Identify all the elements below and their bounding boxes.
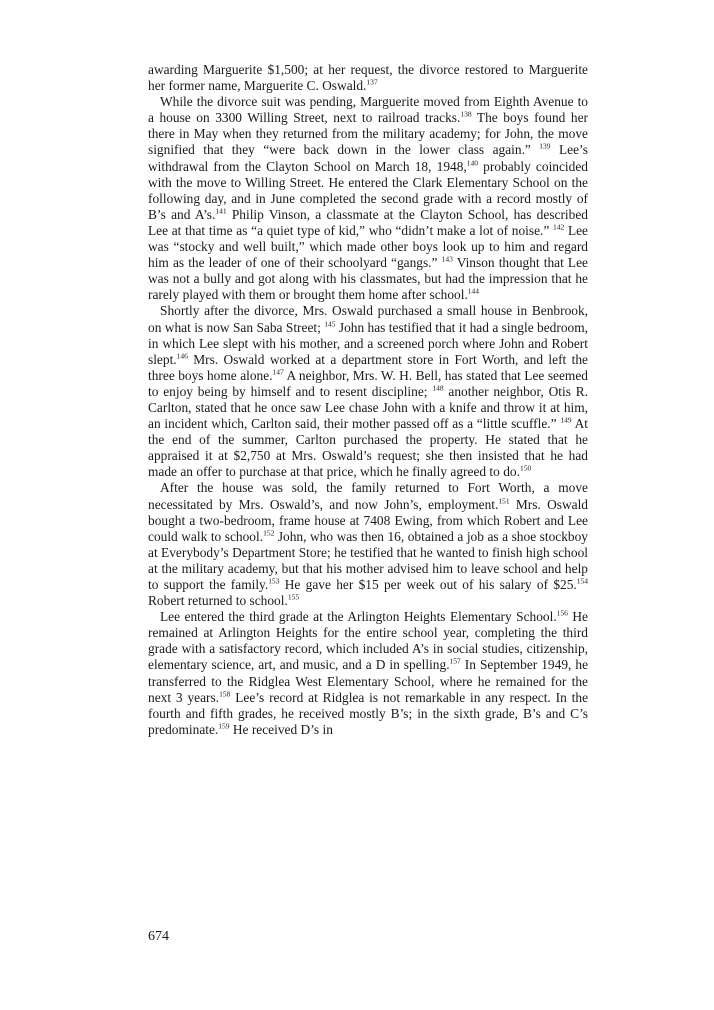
paragraph (148, 62, 588, 94)
text-run: probably coincided with the move to Willing Street. He entered the Clark Elementary School on the following day, and in June completed the second grade with a record mostly of B’s and A’s. (148, 158, 588, 222)
text-run: In September 1949, he transferred to the Ridglea West Elementary School, where he remained for the next 3 years. (148, 657, 589, 705)
footnote-ref: 137 (366, 77, 378, 87)
text-run: Lee was “stocky and well built,” which made other boys look up to him and regard him as the leader of one of their schoolyard “gangs.” (148, 222, 589, 271)
text-run: He received D’s in (229, 721, 333, 737)
footnote-ref: 138 (460, 109, 472, 119)
footnote-ref: 146 (176, 351, 188, 361)
paragraph (148, 609, 588, 738)
footnote-ref: 145 (324, 319, 336, 329)
text-run: John, who was then 16, obtained a job as a shoe stockboy at Everybody’s Department Store; he testified that he wanted to finish high school at the military academy, but that his mother advised him to leave school and help to support the family. (148, 528, 589, 592)
text-run: another neighbor, Otis R. Carlton, stated that he once saw Lee chase John with a knife and throw it at him, an incident which, Carlton said, their mother passed off as a “little scuffle.” (148, 383, 589, 432)
text-run: Lee entered the third grade at the Arlington Heights Elementary School. (160, 609, 557, 625)
footnote-ref: 158 (219, 689, 231, 699)
footnote-ref: 151 (498, 496, 510, 506)
text-run: After the house was sold, the family returned to Fort Worth, a move necessitated by Mrs. Oswald’s, and now John’s, employment. (148, 480, 588, 512)
text-run: Lee’s withdrawal from the Clayton School on March 18, 1948, (148, 142, 588, 174)
footnote-ref: 139 (539, 142, 551, 151)
footnote-ref: 148 (432, 383, 444, 393)
footnote-ref: 153 (268, 576, 280, 586)
footnote-ref: 142 (553, 222, 565, 232)
footnote-ref: 147 (272, 367, 284, 377)
footnote-ref: 157 (449, 657, 461, 666)
text-run: He remained at Arlington Heights for the entire school year, completing the third grade with a satisfactory record, which included A’s in social studies, citizenship, elementary science, art, and music, and a D in spelling. (148, 609, 588, 673)
text-run: Shortly after the divorce, Mrs. Oswald purchased a small house in Benbrook, on what is now San Saba Street; (148, 303, 588, 335)
paragraph (148, 480, 588, 609)
footnote-ref: 156 (556, 608, 568, 618)
document-body (148, 62, 588, 738)
text-run: The boys found her there in May when they returned from the military academy; for John, the move signified that they “were back down in the lower class again.” (148, 110, 588, 158)
paragraph (148, 303, 588, 480)
text-run: Robert returned to school. (148, 593, 288, 609)
text-run: Lee’s record at Ridglea is not remarkable in any respect. In the fourth and fifth grades, he received mostly B’s; in the sixth grade, B’s and C’s predominate. (148, 689, 589, 737)
footnote-ref: 140 (466, 158, 478, 168)
text-run: At the end of the summer, Carlton purchased the property. He stated that he appraised it at $2,750 at Mrs. Oswald’s request; she then insisted that he had made an offer to purchase at that price, which he finally agreed to do. (148, 416, 588, 480)
page-number: 674 (148, 929, 169, 944)
text-run: Mrs. Oswald bought a two-bedroom, frame house at 7408 Ewing, from which Robert and Lee could walk to school. (148, 496, 589, 544)
footnote-ref: 143 (441, 254, 453, 264)
footnote-ref: 141 (215, 206, 227, 216)
text-run: John has testified that it had a single bedroom, in which Lee slept with his mother, and a screened porch where John and Robert slept. (148, 319, 588, 367)
footnote-ref: 152 (263, 528, 275, 538)
text-run: Mrs. Oswald worked at a department store in Fort Worth, and left the three boys home alone. (148, 351, 588, 383)
text-run: awarding Marguerite $1,500; at her request, the divorce restored to Marguerite her former name, Marguerite C. Oswald. (148, 62, 588, 94)
text-run: Vinson thought that Lee was not a bully and got along with his classmates, but had the impression that he rarely played with them or brought them home after school. (148, 255, 588, 303)
footnote-ref: 150 (519, 463, 532, 473)
footnote-ref: 159 (218, 721, 230, 731)
text-run: A neighbor, Mrs. W. H. Bell, has stated that Lee seemed to enjoy being by himself and to resent discipline; (148, 367, 588, 399)
text-run: Philip Vinson, a classmate at the Clayton School, has described Lee at that time as “a quiet type of kid,” who “didn’t make a lot of noise.” (148, 206, 588, 238)
footnote-ref: 155 (287, 592, 300, 602)
footnote-ref: 149 (560, 415, 572, 425)
footnote-ref: 144 (467, 286, 480, 296)
paragraph (148, 94, 588, 303)
footnote-ref: 154 (576, 576, 588, 586)
text-run: He gave her $15 per week out of his salary of $25. (279, 577, 577, 592)
text-run: While the divorce suit was pending, Marguerite moved from Eighth Avenue to a house on 3300 Willing Street, next to railroad tracks. (148, 94, 588, 126)
